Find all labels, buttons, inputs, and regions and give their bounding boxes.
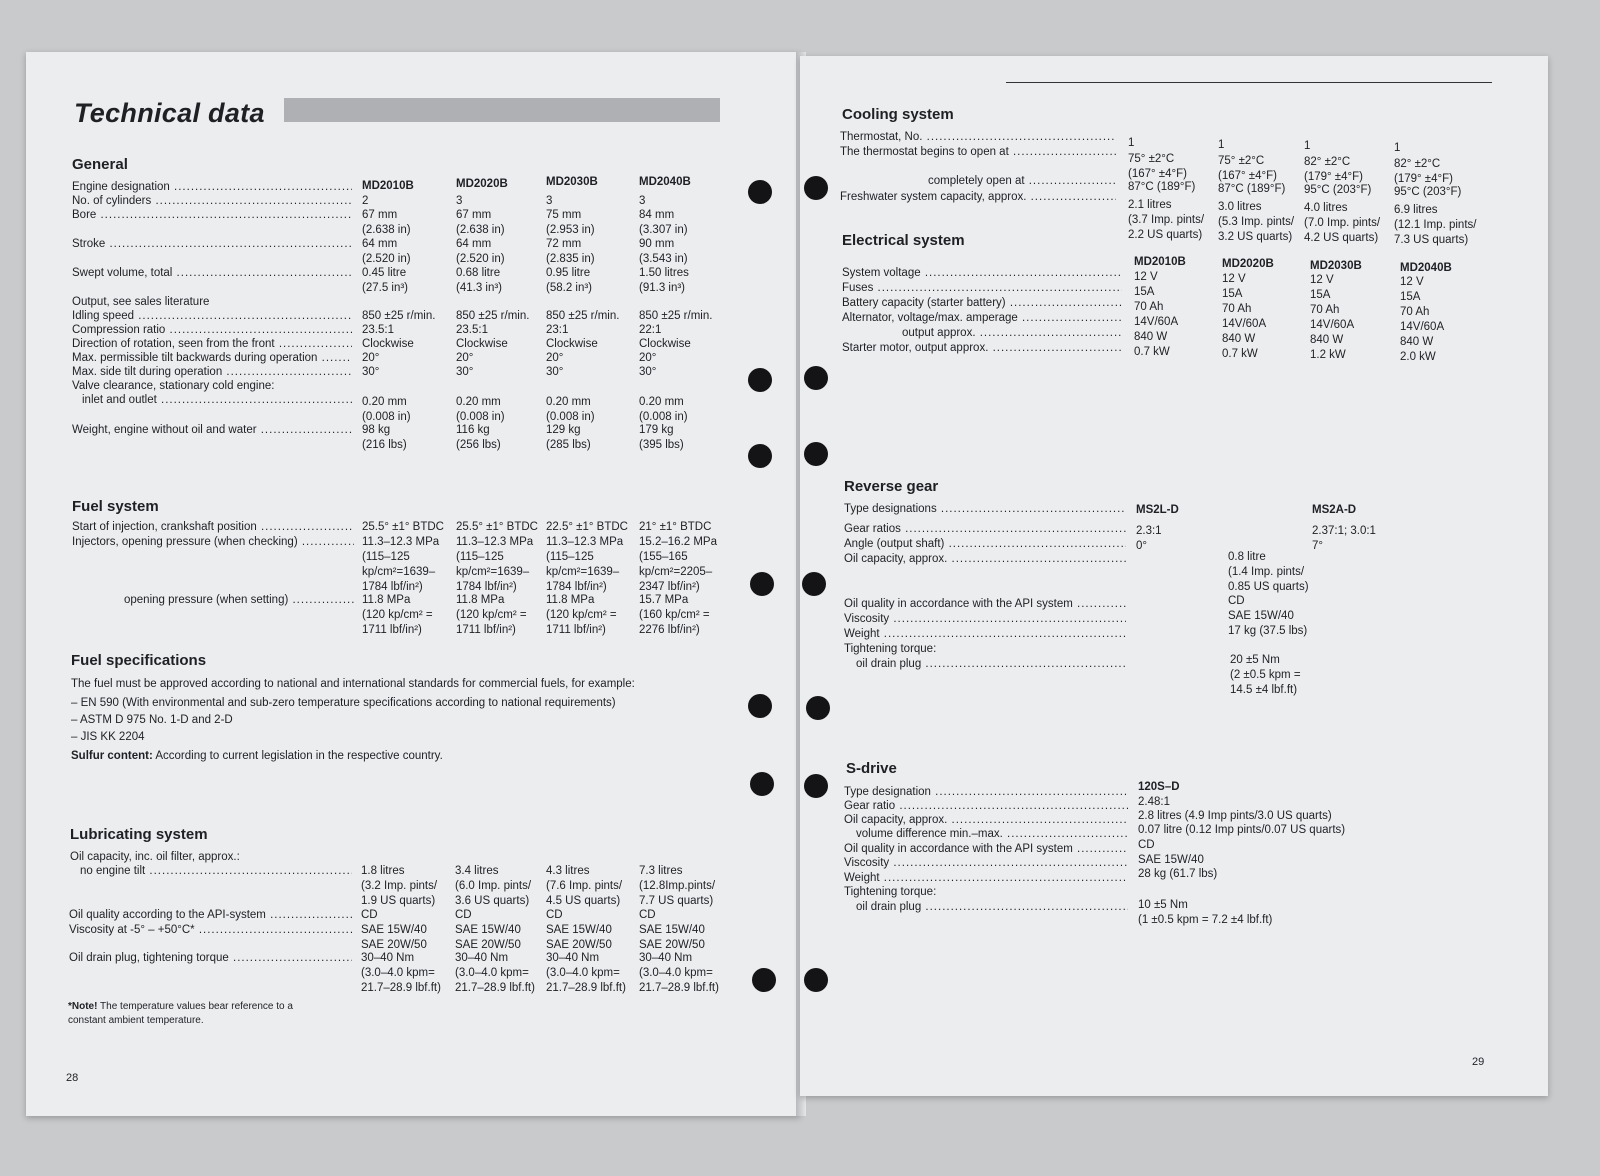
binder-hole	[804, 176, 828, 200]
spec-value: 25.5° ±1° BTDC	[362, 521, 444, 533]
spec-value: 70 Ah	[1310, 304, 1340, 316]
spec-label: Thermostat, No. .....	[840, 130, 1116, 145]
binder-hole	[748, 444, 772, 468]
spec-value: 23.5:1	[456, 324, 488, 336]
reverse-torque: 20 ±5 Nm (2 ±0.5 kpm = 14.5 ±4 lbf.ft)	[1230, 654, 1301, 696]
spec-value: 15A	[1222, 287, 1243, 300]
spec-label: Type designations .....	[844, 502, 1126, 517]
page-title: Technical data	[74, 98, 265, 128]
binder-hole	[750, 572, 774, 596]
spec-value: 14V/60A	[1222, 317, 1267, 330]
spec-label: Weight .....	[844, 871, 1128, 886]
electrical-col-head: MD2030B	[1310, 260, 1362, 272]
fuel-spec-item: – EN 590 (With environmental and sub-zero temperature specifications according to national requirements)	[71, 697, 616, 709]
spec-value: 1	[1394, 141, 1401, 154]
sulfur-line	[71, 748, 443, 765]
spec-label: oil drain plug .....	[856, 657, 1126, 672]
spec-value: 75° ±2°C (167° ±4°F)	[1128, 153, 1187, 180]
spec-value: 0.20 mm (0.008 in)	[639, 396, 688, 423]
spec-value: 0.45 litre (27.5 in³)	[362, 267, 409, 294]
binder-hole	[802, 572, 826, 596]
sdrive-heading: S-drive	[846, 760, 897, 777]
spec-value: 840 W	[1310, 334, 1344, 346]
general-col-head: MD2040B	[639, 176, 691, 188]
spec-label: Oil drain plug, tightening torque .....	[69, 951, 352, 966]
sdrive-value: 120S–D	[1138, 781, 1180, 793]
spec-value: 30–40 Nm (3.0–4.0 kpm= 21.7–28.9 lbf.ft)	[639, 952, 719, 994]
spec-value: 21° ±1° BTDC	[639, 521, 712, 533]
spec-label: Fuses .....	[842, 281, 1122, 296]
reverse-oil-quality: CD SAE 15W/40 17 kg (37.5 lbs)	[1228, 595, 1308, 637]
spec-value: 12 V	[1134, 271, 1158, 283]
spec-value: 14V/60A	[1310, 319, 1355, 331]
spec-label: Oil capacity, approx. .....	[844, 813, 1128, 828]
spec-label: Oil capacity, approx. .....	[844, 552, 1126, 567]
spec-label: Idling speed .....	[72, 309, 352, 324]
spec-value: 15A	[1134, 286, 1155, 298]
spec-value: Clockwise	[362, 338, 414, 350]
spec-label: System voltage .....	[842, 266, 1122, 281]
electrical-col-head: MD2010B	[1134, 256, 1186, 268]
spec-value: 1	[1128, 137, 1135, 149]
spec-label: Valve clearance, stationary cold engine:	[72, 380, 275, 392]
sdrive-value: 28 kg (61.7 lbs)	[1138, 868, 1218, 880]
spec-label: Oil capacity, inc. oil filter, approx.:	[70, 851, 240, 863]
spec-label: Viscosity at -5° – +50°C* .....	[69, 923, 352, 938]
general-col-head: MD2030B	[546, 176, 598, 188]
spec-label: Oil quality according to the API-system .....	[69, 908, 352, 923]
spec-label: Freshwater system capacity, approx. .....	[840, 190, 1116, 205]
spec-value: 129 kg (285 lbs)	[546, 424, 591, 451]
spec-label: inlet and outlet .....	[82, 393, 352, 408]
spec-value: 1.50 litres (91.3 in³)	[639, 267, 689, 294]
sulfur-label: Sulfur content:	[71, 750, 153, 762]
spec-label: Output, see sales literature	[72, 296, 210, 308]
spec-label: Compression ratio .....	[72, 323, 352, 338]
page-number-left: 28	[66, 1072, 79, 1084]
spec-label: Starter motor, output approx. .....	[842, 341, 1122, 356]
spec-value: 0.7 kW	[1134, 346, 1170, 358]
spec-value: 20°	[639, 352, 657, 364]
spec-value: 3.4 litres (6.0 Imp. pints/ 3.6 US quarts)	[455, 865, 532, 907]
spec-value: 64 mm (2.520 in)	[456, 238, 505, 265]
spec-label: Engine designation .....	[72, 180, 352, 195]
spec-value: 12 V	[1400, 275, 1424, 288]
spec-value: 25.5° ±1° BTDC	[456, 521, 538, 533]
binder-hole	[804, 774, 828, 798]
spec-value: 0.20 mm (0.008 in)	[456, 396, 505, 423]
spec-value: 14V/60A	[1134, 316, 1179, 328]
spec-value: CD	[455, 909, 472, 921]
spec-value: 87°C (189°F)	[1218, 182, 1286, 195]
spec-label: Bore .....	[72, 208, 352, 223]
spec-value: 87°C (189°F)	[1128, 181, 1196, 193]
sdrive-value: 0.07 litre (0.12 Imp pints/0.07 US quarts)	[1138, 824, 1346, 836]
spec-label: Start of injection, crankshaft position .....	[72, 520, 354, 535]
spec-value: 30°	[639, 366, 657, 378]
spec-value: 75° ±2°C (167° ±4°F)	[1218, 154, 1277, 182]
spec-value: 70 Ah	[1134, 301, 1164, 313]
spec-value: 2	[362, 195, 369, 207]
spec-value: 840 W	[1222, 332, 1256, 345]
spec-value: 2.1 litres (3.7 Imp. pints/ 2.2 US quarts)	[1128, 199, 1205, 241]
spec-value: CD	[639, 909, 656, 921]
spec-label: Battery capacity (starter battery) .....	[842, 296, 1122, 311]
spec-value: 30–40 Nm (3.0–4.0 kpm= 21.7–28.9 lbf.ft)	[546, 952, 626, 994]
spec-label: Weight .....	[844, 627, 1126, 642]
spec-value: 20°	[456, 352, 474, 364]
right-page	[800, 56, 1548, 1096]
spec-value: 84 mm (3.307 in)	[639, 209, 688, 236]
spec-label: completely open at .....	[928, 174, 1116, 189]
spec-value: 98 kg (216 lbs)	[362, 424, 407, 451]
spec-label: Weight, engine without oil and water .....	[72, 423, 352, 438]
page-number-right: 29	[1472, 1056, 1485, 1068]
spec-label: Type designation .....	[844, 785, 1128, 800]
spec-value: 840 W	[1134, 331, 1168, 343]
spec-value: 67 mm (2.638 in)	[456, 209, 505, 236]
spec-value: 11.8 MPa (120 kp/cm² = 1711 lbf/in²)	[362, 594, 433, 636]
reverse-value-ms2l: MS2L-D	[1136, 504, 1179, 516]
spec-label: Tightening torque:	[844, 643, 937, 655]
electrical-heading: Electrical system	[842, 232, 965, 249]
spec-label: Angle (output shaft) .....	[844, 537, 1126, 552]
spec-value: 3.0 litres (5.3 Imp. pints/ 3.2 US quarts)	[1218, 200, 1295, 243]
binder-hole	[752, 968, 776, 992]
spec-label: Stroke .....	[72, 237, 352, 252]
spec-value: SAE 15W/40 SAE 20W/50	[639, 924, 705, 951]
spec-value: Clockwise	[456, 338, 508, 350]
spec-value: 14V/60A	[1400, 320, 1445, 333]
spec-label: opening pressure (when setting) .....	[124, 593, 354, 608]
title-bar	[284, 98, 720, 122]
spec-value: 4.3 litres (7.6 Imp. pints/ 4.5 US quarts)	[546, 865, 623, 907]
spec-label: Max. permissible tilt backwards during operation .....	[72, 351, 352, 366]
spec-value: 15A	[1400, 290, 1421, 303]
sdrive-value: SAE 15W/40	[1138, 854, 1204, 866]
fuel-spec-heading: Fuel specifications	[71, 652, 207, 669]
spec-label: Oil quality in accordance with the API system .....	[844, 842, 1128, 857]
sdrive-value: 10 ±5 Nm (1 ±0.5 kpm = 7.2 ±4 lbf.ft)	[1138, 899, 1273, 926]
reverse-heading: Reverse gear	[844, 478, 939, 495]
binder-hole	[804, 366, 828, 390]
binder-hole	[748, 180, 772, 204]
spec-label: Oil quality in accordance with the API system .....	[844, 597, 1126, 612]
spec-value: 4.0 litres (7.0 Imp. pints/ 4.2 US quarts)	[1304, 202, 1381, 244]
binder-hole	[750, 772, 774, 796]
spec-value: Clockwise	[639, 338, 691, 350]
reverse-value-ms2l: 2.3:1	[1136, 525, 1162, 537]
binder-hole	[806, 696, 830, 720]
spec-value: 1	[1304, 140, 1311, 152]
spec-value: SAE 15W/40 SAE 20W/50	[455, 924, 521, 951]
spec-value: 23:1	[546, 324, 569, 336]
spec-value: 7.3 litres (12.8Imp.pints/ 7.7 US quarts)	[639, 865, 716, 907]
spec-value: SAE 15W/40 SAE 20W/50	[546, 924, 612, 951]
spec-value: 15A	[1310, 289, 1331, 301]
spec-value: 0.20 mm (0.008 in)	[362, 396, 411, 423]
left-page	[26, 52, 800, 1116]
spec-value: 90 mm (3.543 in)	[639, 238, 688, 265]
spec-value: 850 ±25 r/min.	[362, 310, 436, 322]
spec-value: 1.8 litres (3.2 Imp. pints/ 1.9 US quarts)	[361, 865, 438, 907]
cooling-heading: Cooling system	[842, 106, 954, 123]
binder-hole	[748, 694, 772, 718]
spec-label: Viscosity .....	[844, 612, 1126, 627]
spec-value: 30–40 Nm (3.0–4.0 kpm= 21.7–28.9 lbf.ft)	[361, 952, 441, 994]
spec-label: No. of cylinders .....	[72, 194, 352, 209]
spec-value: Clockwise	[546, 338, 598, 350]
spec-value: 67 mm (2.638 in)	[362, 209, 411, 236]
spec-label: Viscosity .....	[844, 856, 1128, 871]
spec-value: 30°	[456, 366, 474, 378]
lube-heading: Lubricating system	[70, 826, 208, 843]
spec-value: 15.2–16.2 MPa (155–165 kp/cm²=2205– 2347 lbf/in²)	[639, 536, 718, 593]
spec-label: Max. side tilt during operation .....	[72, 365, 352, 380]
general-heading: General	[72, 156, 128, 173]
spec-value: 0.95 litre (58.2 in³)	[546, 267, 593, 294]
fuel-spec-item: – JIS KK 2204	[71, 731, 145, 743]
spec-label: The thermostat begins to open at .....	[840, 145, 1116, 160]
spec-value: 22.5° ±1° BTDC	[546, 521, 628, 533]
binder-hole	[804, 968, 828, 992]
spec-value: SAE 15W/40 SAE 20W/50	[361, 924, 427, 951]
spec-value: 850 ±25 r/min.	[546, 310, 620, 322]
reverse-value-ms2l: 0°	[1136, 540, 1147, 552]
spec-label: Gear ratio .....	[844, 799, 1128, 814]
spec-value: 70 Ah	[1400, 305, 1430, 318]
spec-value: 12 V	[1222, 272, 1246, 285]
fuel-heading: Fuel system	[72, 498, 159, 515]
reverse-value-ms2a: 2.37:1; 3.0:1	[1312, 525, 1376, 537]
spec-value: 30–40 Nm (3.0–4.0 kpm= 21.7–28.9 lbf.ft)	[455, 952, 535, 994]
spec-label: output approx. .....	[902, 326, 1122, 341]
spec-label: oil drain plug .....	[856, 900, 1128, 915]
spec-label: Swept volume, total .....	[72, 266, 352, 281]
general-col-head: MD2010B	[362, 180, 414, 192]
spec-value: 75 mm (2.953 in)	[546, 209, 595, 236]
spec-value: 6.9 litres (12.1 Imp. pints/ 7.3 US quarts)	[1394, 203, 1477, 246]
spec-value: 64 mm (2.520 in)	[362, 238, 411, 265]
header-rule	[1006, 82, 1492, 83]
reverse-value-ms2a: 7°	[1312, 540, 1323, 552]
spec-value: 95°C (203°F)	[1304, 184, 1372, 196]
spec-value: CD	[546, 909, 563, 921]
spec-value: 20°	[362, 352, 380, 364]
spec-value: 116 kg (256 lbs)	[456, 424, 501, 451]
note-label: *Note!	[68, 1001, 98, 1012]
temperature-note	[68, 1000, 293, 1028]
spec-value: CD	[361, 909, 378, 921]
spec-value: 30°	[362, 366, 380, 378]
spec-label: no engine tilt .....	[80, 864, 352, 879]
spec-value: 11.8 MPa (120 kp/cm² = 1711 lbf/in²)	[456, 594, 527, 636]
spec-value: 3	[456, 195, 463, 207]
spec-label: Tightening torque:	[844, 886, 937, 898]
spec-value: 12 V	[1310, 274, 1334, 286]
spec-value: 2.0 kW	[1400, 350, 1436, 363]
spec-value: 23.5:1	[362, 324, 394, 336]
spec-label: Direction of rotation, seen from the front .....	[72, 337, 352, 352]
electrical-col-head: MD2020B	[1222, 258, 1274, 270]
spec-value: 95°C (203°F)	[1394, 185, 1462, 198]
spec-value: 1.2 kW	[1310, 349, 1346, 361]
spec-label: Injectors, opening pressure (when checking) .....	[72, 535, 354, 550]
spec-value: 20°	[546, 352, 564, 364]
spec-label: Alternator, voltage/max. amperage .....	[842, 311, 1122, 326]
reverse-oil-capacity: 0.8 litre (1.4 Imp. pints/ 0.85 US quarts)	[1228, 551, 1309, 593]
spec-value: 70 Ah	[1222, 302, 1252, 315]
spec-value: 11.8 MPa (120 kp/cm² = 1711 lbf/in²)	[546, 594, 617, 636]
spec-label: volume difference min.–max. .....	[856, 827, 1128, 842]
fuel-spec-item: – ASTM D 975 No. 1-D and 2-D	[71, 714, 233, 726]
general-col-head: MD2020B	[456, 178, 508, 190]
spec-value: 0.7 kW	[1222, 347, 1258, 360]
spec-value: 11.3–12.3 MPa (115–125 kp/cm²=1639– 1784 lbf/in²)	[362, 536, 440, 593]
spec-value: 0.20 mm (0.008 in)	[546, 396, 595, 423]
spec-label: Gear ratios .....	[844, 522, 1126, 537]
binder-hole	[748, 368, 772, 392]
spec-value: 15.7 MPa (160 kp/cm² = 2276 lbf/in²)	[639, 594, 710, 636]
spec-value: 72 mm (2.835 in)	[546, 238, 595, 265]
spec-value: 82° ±2°C (179° ±4°F)	[1304, 156, 1363, 183]
sdrive-value: 2.48:1	[1138, 796, 1170, 808]
sdrive-value: CD	[1138, 839, 1155, 851]
spec-value: 11.3–12.3 MPa (115–125 kp/cm²=1639– 1784 lbf/in²)	[546, 536, 624, 593]
spec-value: 82° ±2°C (179° ±4°F)	[1394, 157, 1453, 185]
spec-value: 850 ±25 r/min.	[639, 310, 713, 322]
binder-hole	[804, 442, 828, 466]
spec-value: 850 ±25 r/min.	[456, 310, 530, 322]
spec-value: 179 kg (395 lbs)	[639, 424, 684, 451]
sulfur-text: According to current legislation in the respective country.	[152, 750, 443, 762]
spec-value: 3	[639, 195, 646, 207]
note-text: The temperature values bear reference to a constant ambient temperature.	[68, 1001, 293, 1026]
spec-value: 840 W	[1400, 335, 1434, 348]
fuel-spec-intro: The fuel must be approved according to national and international standards for commercial fuels, for example:	[71, 678, 635, 690]
spec-value: 1	[1218, 138, 1225, 151]
spec-value: 3	[546, 195, 553, 207]
spec-value: 22:1	[639, 324, 662, 336]
sdrive-value: 2.8 litres (4.9 Imp pints/3.0 US quarts)	[1138, 810, 1332, 822]
spec-value: 0.68 litre (41.3 in³)	[456, 267, 503, 294]
spec-value: 11.3–12.3 MPa (115–125 kp/cm²=1639– 1784 lbf/in²)	[456, 536, 534, 593]
electrical-col-head: MD2040B	[1400, 262, 1452, 274]
reverse-value-ms2a: MS2A-D	[1312, 504, 1357, 516]
spec-value: 30°	[546, 366, 564, 378]
